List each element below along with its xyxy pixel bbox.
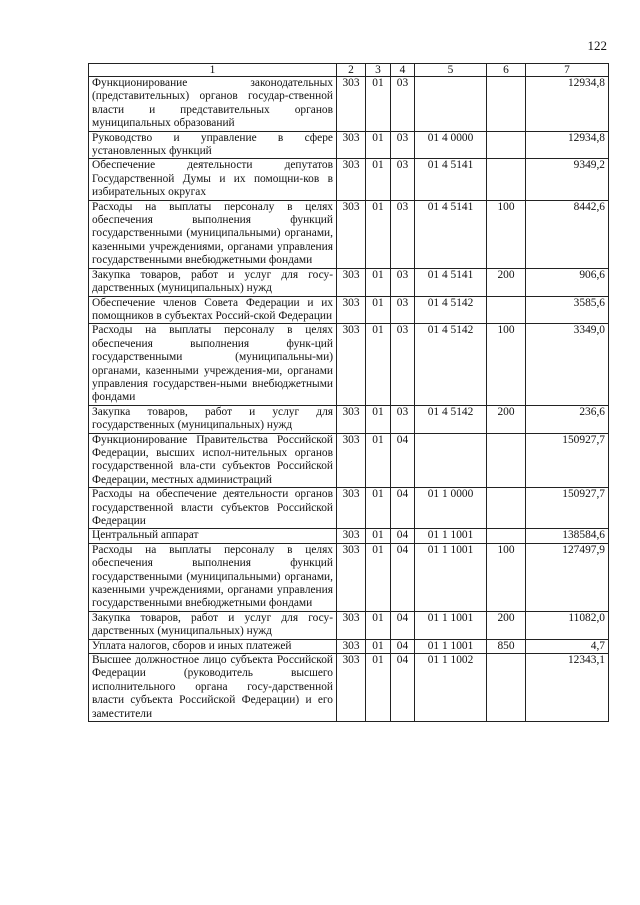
ministry-code: 303 bbox=[337, 488, 366, 529]
target-article-code: 01 1 1001 bbox=[415, 611, 487, 639]
table-row bbox=[89, 324, 609, 405]
amount: 4,7 bbox=[526, 639, 609, 653]
table-row bbox=[89, 488, 609, 529]
subsection-code: 03 bbox=[391, 268, 415, 296]
table-row bbox=[89, 77, 609, 132]
expense-type-code bbox=[487, 296, 526, 324]
expense-item-name: Уплата налогов, сборов и иных платежей bbox=[89, 639, 337, 653]
section-code: 01 bbox=[366, 200, 391, 268]
expense-type-code: 850 bbox=[487, 639, 526, 653]
expense-item-name: Закупка товаров, работ и услуг для госу-дарственных (муниципальных) нужд bbox=[89, 611, 337, 639]
subsection-code: 03 bbox=[391, 159, 415, 200]
subsection-code: 04 bbox=[391, 654, 415, 722]
section-code: 01 bbox=[366, 296, 391, 324]
table-row bbox=[89, 296, 609, 324]
expense-type-code: 200 bbox=[487, 611, 526, 639]
amount: 906,6 bbox=[526, 268, 609, 296]
amount: 3349,0 bbox=[526, 324, 609, 405]
expense-type-code: 200 bbox=[487, 268, 526, 296]
subsection-code: 04 bbox=[391, 433, 415, 488]
expense-item-name: Функционирование законодательных (представительных) органов государ-ственной власти и представительных органов муниципальных образований bbox=[89, 77, 337, 132]
ministry-code: 303 bbox=[337, 405, 366, 433]
expense-type-code: 100 bbox=[487, 543, 526, 611]
subsection-code: 03 bbox=[391, 296, 415, 324]
amount: 8442,6 bbox=[526, 200, 609, 268]
amount: 3585,6 bbox=[526, 296, 609, 324]
expense-type-code: 200 bbox=[487, 405, 526, 433]
column-header: 4 bbox=[391, 64, 415, 77]
ministry-code: 303 bbox=[337, 654, 366, 722]
section-code: 01 bbox=[366, 611, 391, 639]
table-row bbox=[89, 131, 609, 159]
ministry-code: 303 bbox=[337, 268, 366, 296]
section-code: 01 bbox=[366, 529, 391, 543]
section-code: 01 bbox=[366, 433, 391, 488]
amount: 150927,7 bbox=[526, 433, 609, 488]
amount: 11082,0 bbox=[526, 611, 609, 639]
amount: 12934,8 bbox=[526, 131, 609, 159]
target-article-code: 01 4 5142 bbox=[415, 324, 487, 405]
expense-type-code bbox=[487, 159, 526, 200]
subsection-code: 04 bbox=[391, 611, 415, 639]
target-article-code: 01 1 1001 bbox=[415, 639, 487, 653]
amount: 150927,7 bbox=[526, 488, 609, 529]
target-article-code: 01 4 5141 bbox=[415, 159, 487, 200]
ministry-code: 303 bbox=[337, 433, 366, 488]
ministry-code: 303 bbox=[337, 639, 366, 653]
section-code: 01 bbox=[366, 324, 391, 405]
expense-item-name: Центральный аппарат bbox=[89, 529, 337, 543]
table-row bbox=[89, 543, 609, 611]
expense-type-code bbox=[487, 488, 526, 529]
expense-item-name: Руководство и управление в сфере установленных функций bbox=[89, 131, 337, 159]
subsection-code: 03 bbox=[391, 131, 415, 159]
target-article-code: 01 4 5142 bbox=[415, 296, 487, 324]
section-code: 01 bbox=[366, 654, 391, 722]
target-article-code: 01 4 0000 bbox=[415, 131, 487, 159]
table-row bbox=[89, 405, 609, 433]
column-header: 7 bbox=[526, 64, 609, 77]
table-row bbox=[89, 529, 609, 543]
budget-table bbox=[88, 63, 609, 722]
subsection-code: 03 bbox=[391, 405, 415, 433]
table-row bbox=[89, 159, 609, 200]
column-header: 3 bbox=[366, 64, 391, 77]
target-article-code: 01 4 5141 bbox=[415, 268, 487, 296]
section-code: 01 bbox=[366, 405, 391, 433]
subsection-code: 04 bbox=[391, 529, 415, 543]
target-article-code: 01 1 0000 bbox=[415, 488, 487, 529]
ministry-code: 303 bbox=[337, 611, 366, 639]
target-article-code: 01 1 1002 bbox=[415, 654, 487, 722]
ministry-code: 303 bbox=[337, 529, 366, 543]
expense-type-code bbox=[487, 77, 526, 132]
target-article-code: 01 1 1001 bbox=[415, 543, 487, 611]
table-row bbox=[89, 200, 609, 268]
expense-type-code: 100 bbox=[487, 200, 526, 268]
expense-item-name: Закупка товаров, работ и услуг для госу-дарственных (муниципальных) нужд bbox=[89, 268, 337, 296]
amount: 138584,6 bbox=[526, 529, 609, 543]
section-code: 01 bbox=[366, 77, 391, 132]
section-code: 01 bbox=[366, 639, 391, 653]
ministry-code: 303 bbox=[337, 296, 366, 324]
target-article-code bbox=[415, 77, 487, 132]
section-code: 01 bbox=[366, 268, 391, 296]
subsection-code: 03 bbox=[391, 77, 415, 132]
expense-item-name: Расходы на выплаты персоналу в целях обеспечения выполнения функ-ций государственными (муниципальны-ми) органами, казенными учреждения-ми, органами управления государствен-ными внебюджетными фондами bbox=[89, 324, 337, 405]
expense-item-name: Обеспечение членов Совета Федерации и их помощников в субъектах Россий-ской Федерации bbox=[89, 296, 337, 324]
column-header: 2 bbox=[337, 64, 366, 77]
expense-item-name: Функционирование Правительства Российской Федерации, высших испол-нительных органов государственной вла-сти субъектов Российской Федерации, местных администраций bbox=[89, 433, 337, 488]
expense-type-code bbox=[487, 529, 526, 543]
expense-type-code bbox=[487, 654, 526, 722]
ministry-code: 303 bbox=[337, 159, 366, 200]
amount: 236,6 bbox=[526, 405, 609, 433]
amount: 12934,8 bbox=[526, 77, 609, 132]
table-row bbox=[89, 433, 609, 488]
expense-type-code: 100 bbox=[487, 324, 526, 405]
expense-item-name: Расходы на выплаты персоналу в целях обеспечения выполнения функций государственными (муниципальными) органами, казенными учреждениями, органами управления государственными внебюджетными фондами bbox=[89, 200, 337, 268]
table-row bbox=[89, 654, 609, 722]
expense-item-name: Расходы на обеспечение деятельности органов государственной власти субъектов Российской Федерации bbox=[89, 488, 337, 529]
subsection-code: 04 bbox=[391, 639, 415, 653]
table-row bbox=[89, 611, 609, 639]
target-article-code: 01 4 5141 bbox=[415, 200, 487, 268]
ministry-code: 303 bbox=[337, 200, 366, 268]
amount: 9349,2 bbox=[526, 159, 609, 200]
ministry-code: 303 bbox=[337, 324, 366, 405]
target-article-code bbox=[415, 433, 487, 488]
expense-item-name: Высшее должностное лицо субъекта Российской Федерации (руководитель высшего исполнительного органа госу-дарственной власти субъекта Российской Федерации) и его заместители bbox=[89, 654, 337, 722]
ministry-code: 303 bbox=[337, 131, 366, 159]
expense-item-name: Расходы на выплаты персоналу в целях обеспечения выполнения функций государственными (муниципальными) органами, казенными учреждениями, органами управления государственными внебюджетными фондами bbox=[89, 543, 337, 611]
section-code: 01 bbox=[366, 131, 391, 159]
amount: 12343,1 bbox=[526, 654, 609, 722]
column-header: 5 bbox=[415, 64, 487, 77]
table-row bbox=[89, 268, 609, 296]
expense-item-name: Обеспечение деятельности депутатов Государственной Думы и их помощни-ков в избирательных округах bbox=[89, 159, 337, 200]
section-code: 01 bbox=[366, 488, 391, 529]
table-header-row bbox=[89, 64, 609, 77]
ministry-code: 303 bbox=[337, 543, 366, 611]
section-code: 01 bbox=[366, 543, 391, 611]
subsection-code: 04 bbox=[391, 543, 415, 611]
column-header: 6 bbox=[487, 64, 526, 77]
table-row bbox=[89, 639, 609, 653]
section-code: 01 bbox=[366, 159, 391, 200]
ministry-code: 303 bbox=[337, 77, 366, 132]
amount: 127497,9 bbox=[526, 543, 609, 611]
subsection-code: 03 bbox=[391, 324, 415, 405]
column-header: 1 bbox=[89, 64, 337, 77]
target-article-code: 01 4 5142 bbox=[415, 405, 487, 433]
subsection-code: 03 bbox=[391, 200, 415, 268]
target-article-code: 01 1 1001 bbox=[415, 529, 487, 543]
expense-item-name: Закупка товаров, работ и услуг для государственных (муниципальных) нужд bbox=[89, 405, 337, 433]
subsection-code: 04 bbox=[391, 488, 415, 529]
expense-type-code bbox=[487, 433, 526, 488]
page-number: 122 bbox=[587, 38, 607, 53]
expense-type-code bbox=[487, 131, 526, 159]
